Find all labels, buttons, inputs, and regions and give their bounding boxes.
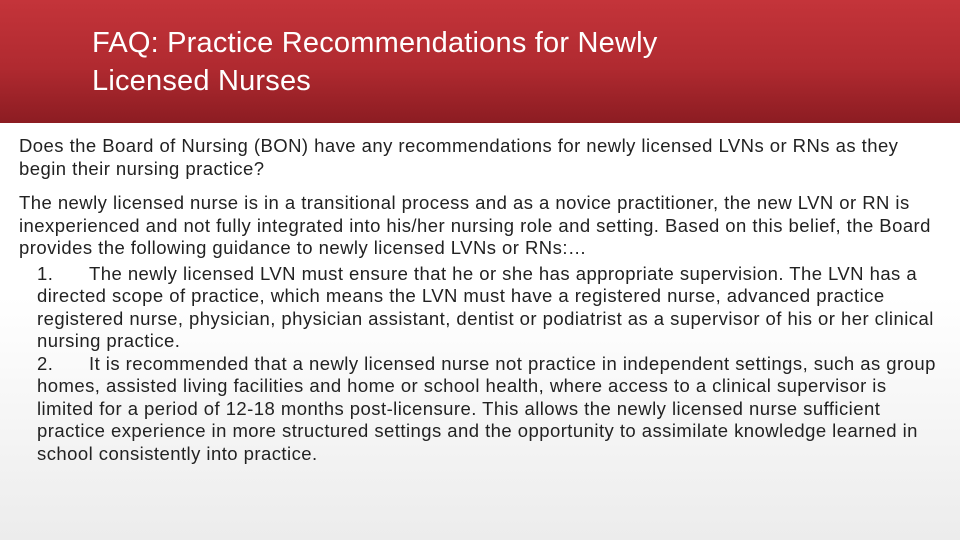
- guidance-item-text: It is recommended that a newly licensed nurse not practice in independent settings, such as group homes, assisted living facilities and home or school health, where access to a clinical supervisor is limited for a period of 12-18 months post-licensure. This allows the newly licensed nurse sufficient practice experience in more structured settings and the opportunity to assimilate knowledge learned in school consistently into practice.: [37, 352, 936, 464]
- guidance-item-1: [37, 263, 944, 353]
- faq-answer-intro: The newly licensed nurse is in a transitional process and as a novice practitioner, the new LVN or RN is inexperienced and not fully integrated into his/her nursing role and setting. Based on this belief, the Board provides the following guidance to newly licensed LVNs or RNs:…: [19, 192, 931, 258]
- slide-title-line-1: FAQ: Practice Recommendations for Newly: [92, 27, 658, 59]
- guidance-item-text: The newly licensed LVN must ensure that he or she has appropriate supervision. The LVN has a directed scope of practice, which means the LVN must have a registered nurse, advanced practice registered nurse, physician, physician assistant, dentist or podiatrist as a supervisor of his or her clinical nursing practice.: [37, 262, 934, 351]
- guidance-item-number: 2.: [37, 352, 54, 374]
- slide-title: [92, 24, 912, 100]
- faq-question: Does the Board of Nursing (BON) have any recommendations for newly licensed LVNs or RNs as they begin their nursing practice?: [19, 135, 899, 179]
- title-banner: [0, 0, 960, 123]
- slide-body: [19, 135, 944, 465]
- slide-title-line-2: Licensed Nurses: [92, 65, 311, 97]
- guidance-item-number: 1.: [37, 262, 54, 284]
- guidance-item-2: [37, 353, 944, 466]
